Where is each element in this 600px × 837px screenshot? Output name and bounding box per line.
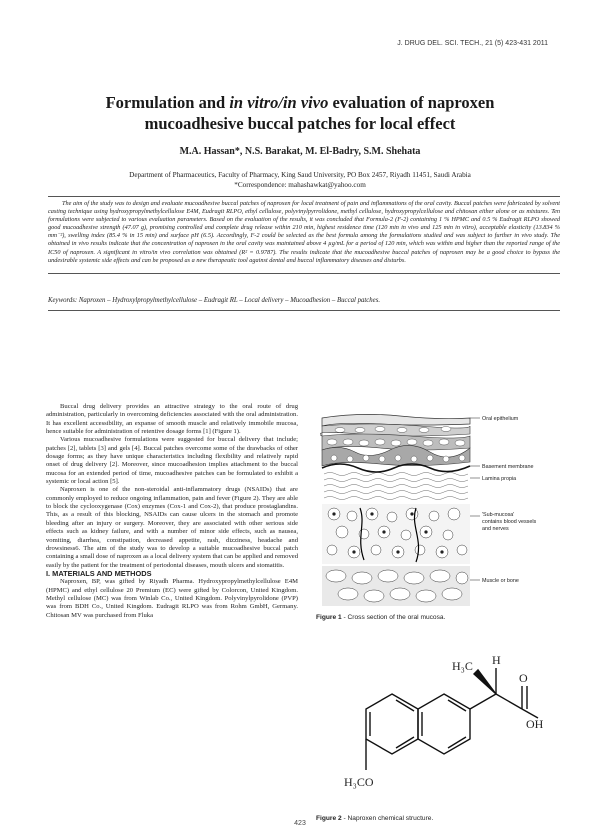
label-submucosa-1: 'Sub-mucosa' [482, 512, 515, 518]
label-h: H [492, 653, 501, 667]
keywords-divider [48, 310, 560, 311]
body-paragraph: Various mucoadhesive formulations were suggested for buccal delivery that include; patches [2], tablets [3] and gels [4]. Buccal patches overcome some of the drawbacks of other dosage forms; as they have unique characteristics including flexibility and relatively rapid onset of drug delivery [2]. Moreover, since mucoadhesion implies attachment to the buccal mucosa for an extended period of time, mucoadhesive patches can be formulated to exhibit a systemic or local action [5]. [46, 436, 298, 486]
journal-reference: J. DRUG DEL. SCI. TECH., 21 (5) 423-431 2011 [397, 40, 548, 47]
figure-2-caption-text: - Naproxen chemical structure. [341, 815, 434, 822]
correspondence: *Correspondence: mahashawkat@yahoo.com [234, 181, 366, 189]
figure-2-label: Figure 2 [316, 815, 342, 822]
figure-1-leader-lines [470, 418, 480, 580]
title-part-2: evaluation of naproxen [328, 93, 495, 112]
label-h3co: H₃CO [344, 775, 374, 789]
body-paragraph: Buccal drug delivery provides an attractive strategy to the oral route of drug administration, particularly in overcoming deficiencies associated with the oral administration. It has excellent accessibility, an expanse of smooth muscle and relatively immobile mucosa, hence suitable for administration of retentive dosage forms [1] (Figure 1). [46, 403, 298, 436]
figure-1-caption-text: - Cross section of the oral mucosa. [341, 614, 446, 621]
figure-1-label: Figure 1 [316, 614, 342, 621]
label-submucosa-3: and nerves [482, 526, 509, 532]
epithelium-layer [320, 414, 470, 466]
body-left-column [46, 403, 298, 620]
title-italic: in vitro/in vivo [229, 93, 329, 112]
label-lamina-propia: Lamina propia [482, 476, 517, 482]
affiliation: Department of Pharmaceutics, Faculty of Pharmacy, King Saud University, PO Box 2457, Riyadh 11451, Saudi Arabia [129, 171, 471, 179]
label-h3c: H₃C [452, 659, 473, 673]
naphthalene-rings [366, 668, 538, 770]
title-line-2: mucoadhesive buccal patches for local effect [144, 114, 456, 133]
lamina-propria-layer [324, 473, 468, 500]
figure-2-caption [316, 815, 433, 822]
page-number: 423 [294, 820, 306, 827]
label-muscle-bone: Muscle or bone [482, 578, 519, 584]
authors: M.A. Hassan*, N.S. Barakat, M. El-Badry, S.M. Shehata [179, 146, 421, 157]
label-oral-epithelium: Oral epithelium [482, 416, 519, 422]
figure-1-oral-mucosa-diagram [320, 404, 552, 608]
label-oh: OH [526, 717, 544, 731]
abstract: The aim of the study was to design and evaluate mucoadhesive buccal patches of naproxen for local treatment of pain and inflammations of the oral cavity. Buccal patches were fabricated by solvent casting technique using hydroxypropylmethylcellulose E4M, Eudragit RLPO, ethyl cellulose, polyvinylpyrrolidone, methyl cellulose, hydroxypropylcellulose and chitosan either alone or as mixtures. Ten formulations were subjected to various evaluation parameters. Based on the evaluation of the results, it was concluded that Formula-2 (F-2) containing 1 % HPMC and 0.5 % Eudragit RLPO showed good mucoadhesive strength (47.07 g), promising controlled and complete drug release within 210 min, highest residence time (120 min in vivo and 125 min in vitro), acceptable elasticity (13.834 % mm⁻²), swelling index (85.4 % in 15 min) and surface pH (6.5). Accordingly, F-2 could be selected as the best formula among the formulations studied and was subject to further in vivo study. The obtained in vivo results indicate that the concentration of naproxen in the oral cavity was maintained above 4 µg/mL for a period of 120 min, which was within and higher than the reported range of the IC50 of naproxen. A significant in vitro/in vivo correlation was obtained (R² = 0.9787). The results indicate that the mucoadhesive buccal patches of naproxen may be a good choice to bypass the undesirable systemic side effects and can be proposed as a new therapeutic tool against dental and buccal inflammatory diseases and disturbs. [48, 196, 560, 274]
figure-2-naproxen-structure [340, 646, 550, 806]
muscle-bone-layer [322, 566, 470, 606]
label-o: O [519, 671, 528, 685]
affiliation-block [40, 170, 560, 190]
methods-paragraph: Naproxen, BP, was gifted by Riyadh Pharma. Hydroxypropylmethylcellulose E4M (HPMC) and ethyl cellulose 20 Premium (EC) were gifted by Colorcon, United Kingdom. Methyl cellulose (MC) was from Winlab Co., United Kingdom. Polyvinylpyrolidone (PVP) was from BDH Co., United Kingdom. Eudragit RLPO was from Rohm GmbH, Germany. Chitosan MV was purchased from Fluka [46, 578, 298, 619]
section-heading: I. MATERIALS AND METHODS [46, 568, 152, 578]
title-part-1: Formulation and [105, 93, 230, 112]
submucosa-layer [322, 504, 470, 564]
body-paragraph: Naproxen is one of the non-steroidal anti-inflammatory drugs (NSAIDs) that are commonly employed to reduce ongoing inflammation, pain and fever (Figure 2). They are able to block the cyclooxygenase (Cox) enzymes (Cox-1 and Cox-2), that produce prostaglandins. This, as a result of this blocking, NSAIDs can cause ulcers in the stomach and promote bleeding after an injury or surgery. Moreover, they are associated with other serious side effects such as kidney failure, and with a number of minor side effects, such as nausea, vomiting, diarrhea, constipation, decreased appetite, rash, dizziness, headache and drowsiness6. The aim of the study was to develop a suitable mucoadhesive buccal patch containing a small dose of naproxen as a local delivery system that can be applied and removed easily by the patient for the treatment of periodontal diseases, mouth ulcers and stomatitis. [46, 486, 298, 569]
label-submucosa-2: contains blood vessels [482, 519, 537, 525]
article-title [40, 92, 560, 134]
keywords: Keywords: Naproxen – Hydroxylpropylmethylcellulose – Eudragit RL – Local delivery – Mucoadhesion – Buccal patches. [48, 297, 381, 304]
figure-1-caption [316, 614, 445, 621]
label-basement-membrane: Basement membrane [482, 464, 534, 470]
